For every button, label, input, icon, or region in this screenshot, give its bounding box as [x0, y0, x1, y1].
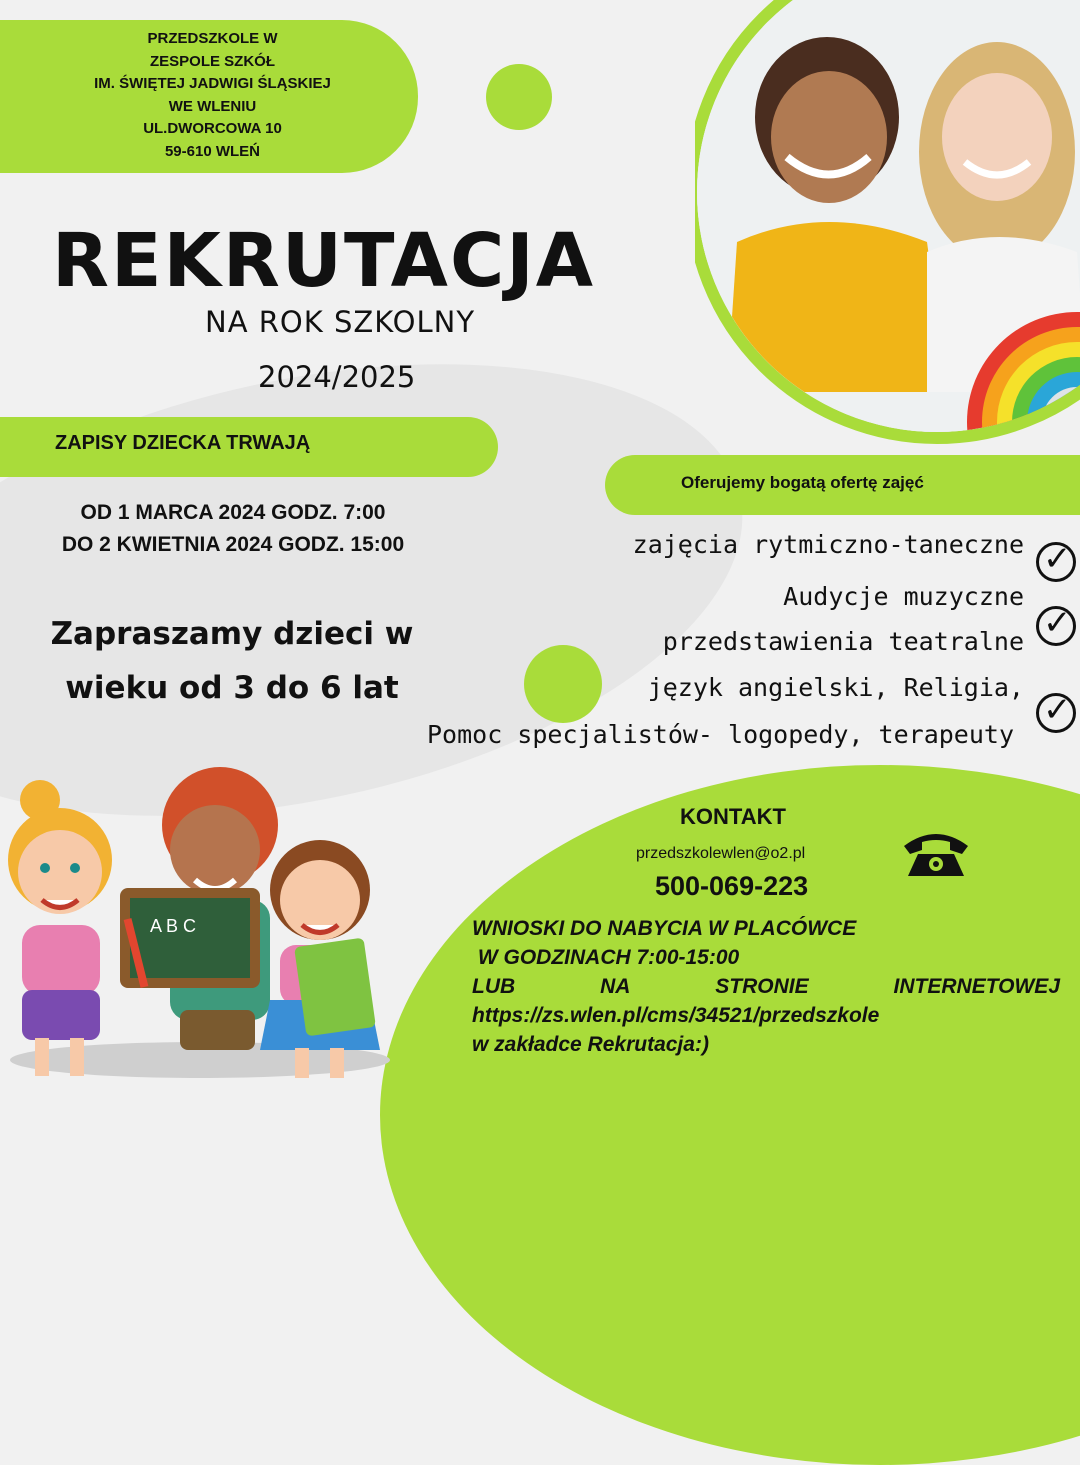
telephone-icon: [900, 828, 972, 880]
offer-item: zajęcia rytmiczno-taneczne: [632, 530, 1024, 559]
date-to: DO 2 KWIETNIA 2024 GODZ. 15:00: [61, 533, 405, 556]
invitation-text: Zapraszamy dzieci w wieku od 3 do 6 lat: [50, 616, 414, 706]
children-photo: [695, 0, 1080, 450]
info-line-justified: LUB NA STRONIE INTERNETOWEJ: [472, 975, 1060, 998]
address-banner: [0, 20, 418, 173]
enrollment-dates: [12, 497, 454, 561]
contact-heading: KONTAKT: [680, 804, 786, 829]
date-from: OD 1 MARCA 2024 GODZ. 7:00: [80, 501, 386, 524]
photo-frame: [695, 0, 1080, 444]
kids-cartoon-illustration: [0, 760, 410, 1080]
page-title: REKRUTACJA: [52, 218, 596, 304]
checkmark-circle-icon: ✓: [1036, 606, 1076, 646]
board-text: A B C: [150, 916, 197, 936]
application-info: WNIOSKI DO NABYCIA W PLACÓWCE W GODZINACH 7:00-15:00 LUB NA STRONIE INTERNETOWEJ https://zs.wlen.pl/cms/34521/przedszkole w zakładce Rekrutacja:): [472, 917, 1060, 1056]
checkmark-circle-icon: ✓: [1036, 693, 1076, 733]
address-text: PRZEDSZKOLE W ZESPOLE SZKÓŁ IM. ŚWIĘTEJ JADWIGI ŚLĄSKIEJ WE WLENIU UL.DWORCOWA 10 59-610 WLEŃ: [94, 30, 331, 160]
school-year: 2024/2025: [258, 360, 416, 394]
checkmark-circle-icon: ✓: [1036, 542, 1076, 582]
enrollment-banner-label: ZAPISY DZIECKA TRWAJĄ: [55, 432, 311, 454]
decorative-dot: [524, 645, 602, 723]
contact-email[interactable]: przedszkolewlen@o2.pl: [636, 845, 806, 862]
offer-item: Audycje muzyczne: [783, 582, 1024, 611]
contact-phone[interactable]: 500-069-223: [655, 871, 809, 901]
children-photo-illustration: [697, 0, 1080, 432]
offer-item: język angielski, Religia,: [647, 673, 1024, 702]
offer-banner-label: Oferujemy bogatą ofertę zajęć: [681, 473, 924, 492]
offer-item: Pomoc specjalistów- logopedy, terapeuty: [427, 720, 1014, 749]
offer-banner: [605, 455, 1080, 515]
website-link[interactable]: https://zs.wlen.pl/cms/34521/przedszkole: [472, 1004, 880, 1027]
enrollment-banner: [0, 417, 498, 477]
offer-item: przedstawienia teatralne: [662, 627, 1024, 656]
decorative-dot: [486, 64, 552, 130]
page-subtitle: NA ROK SZKOLNY: [205, 305, 476, 339]
contact-section: [380, 765, 1080, 1465]
